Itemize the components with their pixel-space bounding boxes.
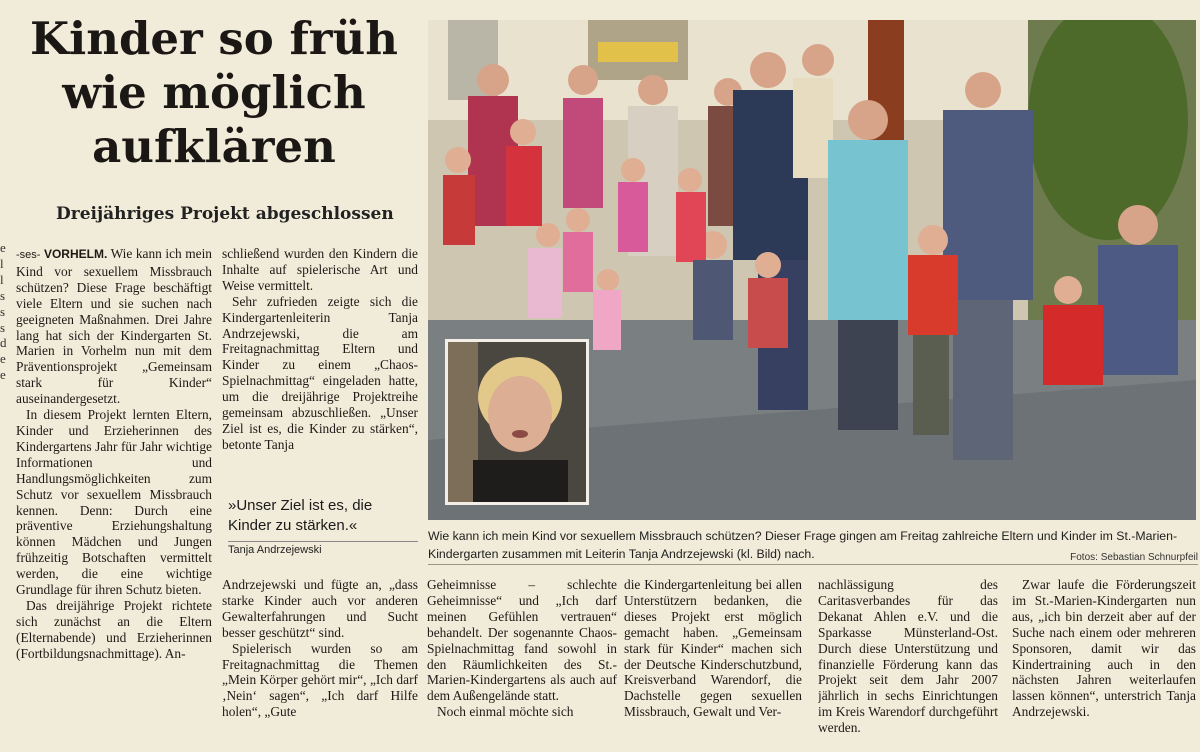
fragment-letter: e (0, 351, 6, 367)
article-column-5 (818, 577, 998, 749)
fragment-letter: d (0, 335, 7, 351)
article-paragraph: Zwar laufe die Förderungszeit im St.-Marien-Kindergarten nun aus, „ich bin derzeit aber auf der Suche nach einem oder mehreren Sponsoren, damit wir das Kindertraining auch in den nächsten Jahren weiterlaufen lassen können“, unterstrich Tanja Andrzejewski. (1012, 577, 1196, 720)
fragment-letter: l (0, 255, 4, 271)
fragment-letter: e (0, 367, 6, 383)
fragment-letter: s (0, 319, 6, 335)
fragment-letter: s (0, 303, 6, 319)
dateline: VORHELM. (43, 247, 108, 261)
fragment-letter: l (0, 271, 4, 287)
pull-quote: »Unser Ziel ist es, die Kinder zu stärken.« (228, 497, 373, 534)
adjacent-article-fragment (0, 240, 10, 383)
article-column-6 (1012, 577, 1196, 749)
article-paragraph: nachlässigung des Caritasverbandes für das Dekanat Ahlen e.V. und die Sparkasse Münsterland-Ost. Durch diese Unterstützung und finanzielle Förderung kann das Projekt seit dem Jahr 2007 jährlich in sechs Einrichtungen im Kreis Warendorf durchgeführt werden. (818, 577, 998, 736)
subheadline: Dreijähriges Projekt abgeschlossen (56, 204, 394, 224)
article-column-1 (16, 246, 212, 746)
article-column-3 (427, 577, 617, 749)
article-column-2 (222, 246, 418, 486)
article-paragraph: Sehr zufrieden zeigte sich die Kindergartenleiterin Tanja Andrzejewski, die am Freitagnachmittag Eltern und Kinder zu einem „Chaos-Spielnachmittag“ eingeladen hatte, um die dreijährige Projektreihe gemeinsam abzuschließen. „Unser Ziel ist es, die Kinder zu stärken“, betonte Tanja (222, 293, 418, 452)
article-column-2-continued (222, 577, 418, 749)
caption-text: Wie kann ich mein Kind vor sexuellem Missbrauch schützen? Dieser Frage gingen am Freitag zahlreiche Eltern und Kinder im St.-Marien-Kindergarten zusammen mit Leiterin Tanja Andrzejewski (kl. Bild) nach. (428, 529, 1178, 561)
divider (428, 564, 1198, 565)
article-paragraph: Andrzejewski und fügte an, „dass starke Kinder auch vor anderen Gewalterfahrungen und Sucht besser geschützt“ sind. (222, 577, 418, 640)
paragraph-text: Wie kann ich mein Kind vor sexuellem Missbrauch schützen? Diese Frage beschäftigt viele Eltern und sie suchen nach geeigneten Maßnahmen. Drei Jahre lang hat sich der Kindergarten St. Marien in Vorhelm nun mit dem Präventionsprojekt „Gemeinsam stark für Kinder“ auseinandergesetzt. (16, 246, 212, 407)
fragment-letter: e (0, 240, 6, 255)
headline: Kinder so früh wie möglich aufklären (30, 12, 398, 173)
quote-attribution: Tanja Andrzejewski (228, 541, 418, 556)
author-tag: -ses- (16, 249, 41, 261)
article-paragraph: schließend wurden den Kindern die Inhalte auf spielerische Art und Weise vermittelt. (222, 246, 418, 293)
article-paragraph (16, 246, 212, 407)
photo-caption (428, 527, 1198, 567)
article-paragraph: Noch einmal möchte sich (437, 704, 574, 720)
article-paragraph: Spielerisch wurden so am Freitagnachmittag die Themen „Mein Körper gehört mir“, „Ich darf ‚Nein‘ sagen“, „Ich darf Hilfe holen“, „Gute (222, 640, 418, 720)
article-paragraph: Geheimnisse – schlechte Geheimnisse“ und „Ich darf meinen Gefühlen vertrauen“ behandelt. Der sogenannte Chaos-Spielnachmittag fand sowohl in den Räumlichkeiten des St.-Marien-Kindergartens als auch auf dem Außengelände statt. (427, 577, 617, 704)
portrait-illustration (448, 342, 586, 502)
photo-credit: Fotos: Sebastian Schnurpfeil (1070, 552, 1198, 563)
fragment-letter: s (0, 287, 6, 303)
inset-portrait-photo (445, 339, 589, 505)
article-paragraph: In diesem Projekt lernten Eltern, Kinder und Erzieherinnen des Kindergartens Jahr für Jahr wichtige Informationen und Handlungsmöglichkeiten zum Schutz vor sexuellem Missbrauch kennen. Denn: Durch eine präventive Erziehungshaltung können Mädchen und Jungen frühzeitig Botschaften vermittelt werden, die eine wichtige Grundlage für ihren Schutz bieten. (16, 407, 212, 598)
article-column-4 (624, 577, 802, 749)
article-paragraph: Das dreijährige Projekt richtete sich zunächst an die Eltern (Elternabende) und Erzieherinnen (Fortbildungsnachmittage). An- (16, 597, 212, 661)
article-paragraph: die Kindergartenleitung bei allen Unterstützern bedanken, die dieses Projekt erst möglich gemacht haben. „Gemeinsam stark für Kinder“ machen sich der Deutsche Kinderschutzbund, Kreisverband Warendorf, die Dachstelle gegen sexuellen Missbrauch, Gewalt und Ver- (624, 577, 802, 720)
